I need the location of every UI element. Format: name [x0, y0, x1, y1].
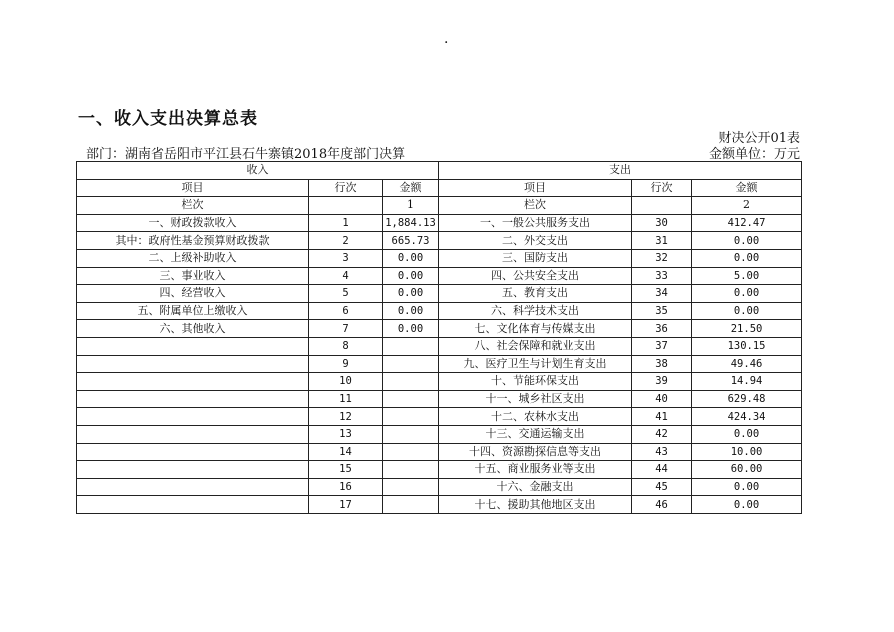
income-line-cell: 8 — [309, 337, 383, 355]
page-dot: · — [444, 35, 449, 51]
income-amount-cell: 0.00 — [383, 267, 439, 285]
expense-amount-cell: 629.48 — [692, 390, 802, 408]
income-lanci-label: 栏次 — [77, 197, 309, 215]
income-item-cell — [77, 373, 309, 391]
expense-item-cell: 八、社会保障和就业支出 — [439, 337, 632, 355]
expense-line-cell: 42 — [632, 425, 692, 443]
form-number: 财决公开01表 — [718, 131, 800, 146]
table-row — [77, 425, 802, 443]
income-line-cell: 10 — [309, 373, 383, 391]
column-header-row — [77, 179, 802, 197]
expense-item-cell: 十二、农林水支出 — [439, 408, 632, 426]
department-label: 部门：湖南省岳阳市平江县石牛寨镇2018年度部门决算 — [86, 147, 406, 162]
income-lanci-number: 1 — [383, 197, 439, 215]
expense-item-cell: 六、科学技术支出 — [439, 302, 632, 320]
expense-line-header: 行次 — [632, 179, 692, 197]
income-amount-cell — [383, 408, 439, 426]
income-line-cell: 17 — [309, 496, 383, 514]
expense-line-cell: 33 — [632, 267, 692, 285]
table-row — [77, 285, 802, 303]
income-line-cell: 7 — [309, 320, 383, 338]
income-amount-header: 金额 — [383, 179, 439, 197]
expense-item-cell: 九、医疗卫生与计划生育支出 — [439, 355, 632, 373]
income-amount-cell: 1,884.13 — [383, 214, 439, 232]
expense-line-cell: 38 — [632, 355, 692, 373]
expense-line-cell: 46 — [632, 496, 692, 514]
expense-item-cell: 三、国防支出 — [439, 249, 632, 267]
section-header-row — [77, 162, 802, 180]
income-amount-cell — [383, 496, 439, 514]
expense-amount-cell: 0.00 — [692, 285, 802, 303]
expense-line-cell: 35 — [632, 302, 692, 320]
expense-amount-cell: 0.00 — [692, 478, 802, 496]
expense-item-header: 项目 — [439, 179, 632, 197]
income-line-cell: 16 — [309, 478, 383, 496]
income-amount-cell — [383, 390, 439, 408]
expense-item-cell: 四、公共安全支出 — [439, 267, 632, 285]
expense-item-cell: 十四、资源勘探信息等支出 — [439, 443, 632, 461]
income-section-header: 收入 — [77, 162, 439, 180]
expense-amount-cell: 49.46 — [692, 355, 802, 373]
page-title: 一、收入支出决算总表 — [78, 109, 258, 129]
income-amount-cell — [383, 355, 439, 373]
income-line-cell: 11 — [309, 390, 383, 408]
income-item-cell: 四、经营收入 — [77, 285, 309, 303]
income-line-cell: 3 — [309, 249, 383, 267]
expense-item-cell: 一、一般公共服务支出 — [439, 214, 632, 232]
expense-line-cell: 34 — [632, 285, 692, 303]
income-line-cell: 1 — [309, 214, 383, 232]
income-amount-cell: 0.00 — [383, 302, 439, 320]
expense-item-cell: 十一、城乡社区支出 — [439, 390, 632, 408]
income-amount-cell — [383, 425, 439, 443]
income-expense-table — [76, 161, 802, 514]
expense-section-header: 支出 — [439, 162, 802, 180]
table-row — [77, 390, 802, 408]
expense-amount-cell: 14.94 — [692, 373, 802, 391]
expense-item-cell: 七、文化体育与传媒支出 — [439, 320, 632, 338]
income-item-cell — [77, 408, 309, 426]
expense-line-cell: 44 — [632, 461, 692, 479]
expense-line-cell: 30 — [632, 214, 692, 232]
expense-item-cell: 十五、商业服务业等支出 — [439, 461, 632, 479]
income-line-header: 行次 — [309, 179, 383, 197]
income-amount-cell — [383, 337, 439, 355]
expense-lanci-label: 栏次 — [439, 197, 632, 215]
income-item-cell: 五、附属单位上缴收入 — [77, 302, 309, 320]
table-row — [77, 214, 802, 232]
expense-line-cell: 43 — [632, 443, 692, 461]
expense-item-cell: 十七、援助其他地区支出 — [439, 496, 632, 514]
income-item-cell: 六、其他收入 — [77, 320, 309, 338]
expense-line-cell: 37 — [632, 337, 692, 355]
expense-amount-header: 金额 — [692, 179, 802, 197]
amount-unit: 金额单位：万元 — [708, 147, 800, 162]
income-amount-cell — [383, 443, 439, 461]
income-lanci-empty — [309, 197, 383, 215]
expense-line-cell: 40 — [632, 390, 692, 408]
income-amount-cell — [383, 478, 439, 496]
income-line-cell: 4 — [309, 267, 383, 285]
expense-line-cell: 45 — [632, 478, 692, 496]
expense-line-cell: 36 — [632, 320, 692, 338]
table-row — [77, 337, 802, 355]
table-row — [77, 320, 802, 338]
expense-amount-cell: 412.47 — [692, 214, 802, 232]
income-line-cell: 13 — [309, 425, 383, 443]
income-line-cell: 12 — [309, 408, 383, 426]
table-row — [77, 373, 802, 391]
income-amount-cell: 0.00 — [383, 249, 439, 267]
expense-amount-cell: 0.00 — [692, 425, 802, 443]
table-row — [77, 267, 802, 285]
table-row — [77, 408, 802, 426]
table-row — [77, 355, 802, 373]
income-line-cell: 9 — [309, 355, 383, 373]
income-item-cell: 一、财政拨款收入 — [77, 214, 309, 232]
income-line-cell: 15 — [309, 461, 383, 479]
lanci-row — [77, 197, 802, 215]
expense-line-cell: 32 — [632, 249, 692, 267]
income-item-cell — [77, 337, 309, 355]
income-item-cell — [77, 355, 309, 373]
expense-lanci-number: 2 — [692, 197, 802, 215]
income-line-cell: 14 — [309, 443, 383, 461]
expense-line-cell: 41 — [632, 408, 692, 426]
expense-item-cell: 二、外交支出 — [439, 232, 632, 250]
income-item-cell: 其中：政府性基金预算财政拨款 — [77, 232, 309, 250]
income-amount-cell: 0.00 — [383, 320, 439, 338]
income-amount-cell: 665.73 — [383, 232, 439, 250]
expense-amount-cell: 5.00 — [692, 267, 802, 285]
expense-line-cell: 31 — [632, 232, 692, 250]
income-item-cell: 三、事业收入 — [77, 267, 309, 285]
income-item-cell — [77, 478, 309, 496]
expense-amount-cell: 130.15 — [692, 337, 802, 355]
income-line-cell: 6 — [309, 302, 383, 320]
expense-item-cell: 十、节能环保支出 — [439, 373, 632, 391]
expense-item-cell: 十六、金融支出 — [439, 478, 632, 496]
income-item-cell: 二、上级补助收入 — [77, 249, 309, 267]
income-item-header: 项目 — [77, 179, 309, 197]
expense-amount-cell: 10.00 — [692, 443, 802, 461]
expense-lanci-empty — [632, 197, 692, 215]
income-item-cell — [77, 443, 309, 461]
table-row — [77, 302, 802, 320]
table-row — [77, 232, 802, 250]
income-line-cell: 2 — [309, 232, 383, 250]
table-row — [77, 478, 802, 496]
expense-amount-cell: 60.00 — [692, 461, 802, 479]
table-row — [77, 496, 802, 514]
table-row — [77, 443, 802, 461]
expense-amount-cell: 0.00 — [692, 249, 802, 267]
income-item-cell — [77, 390, 309, 408]
income-amount-cell — [383, 461, 439, 479]
income-item-cell — [77, 461, 309, 479]
income-line-cell: 5 — [309, 285, 383, 303]
income-item-cell — [77, 496, 309, 514]
expense-amount-cell: 0.00 — [692, 496, 802, 514]
expense-amount-cell: 424.34 — [692, 408, 802, 426]
expense-amount-cell: 21.50 — [692, 320, 802, 338]
expense-amount-cell: 0.00 — [692, 232, 802, 250]
expense-item-cell: 五、教育支出 — [439, 285, 632, 303]
expense-amount-cell: 0.00 — [692, 302, 802, 320]
income-amount-cell — [383, 373, 439, 391]
table-row — [77, 461, 802, 479]
table-row — [77, 249, 802, 267]
income-item-cell — [77, 425, 309, 443]
income-amount-cell: 0.00 — [383, 285, 439, 303]
expense-item-cell: 十三、交通运输支出 — [439, 425, 632, 443]
expense-line-cell: 39 — [632, 373, 692, 391]
